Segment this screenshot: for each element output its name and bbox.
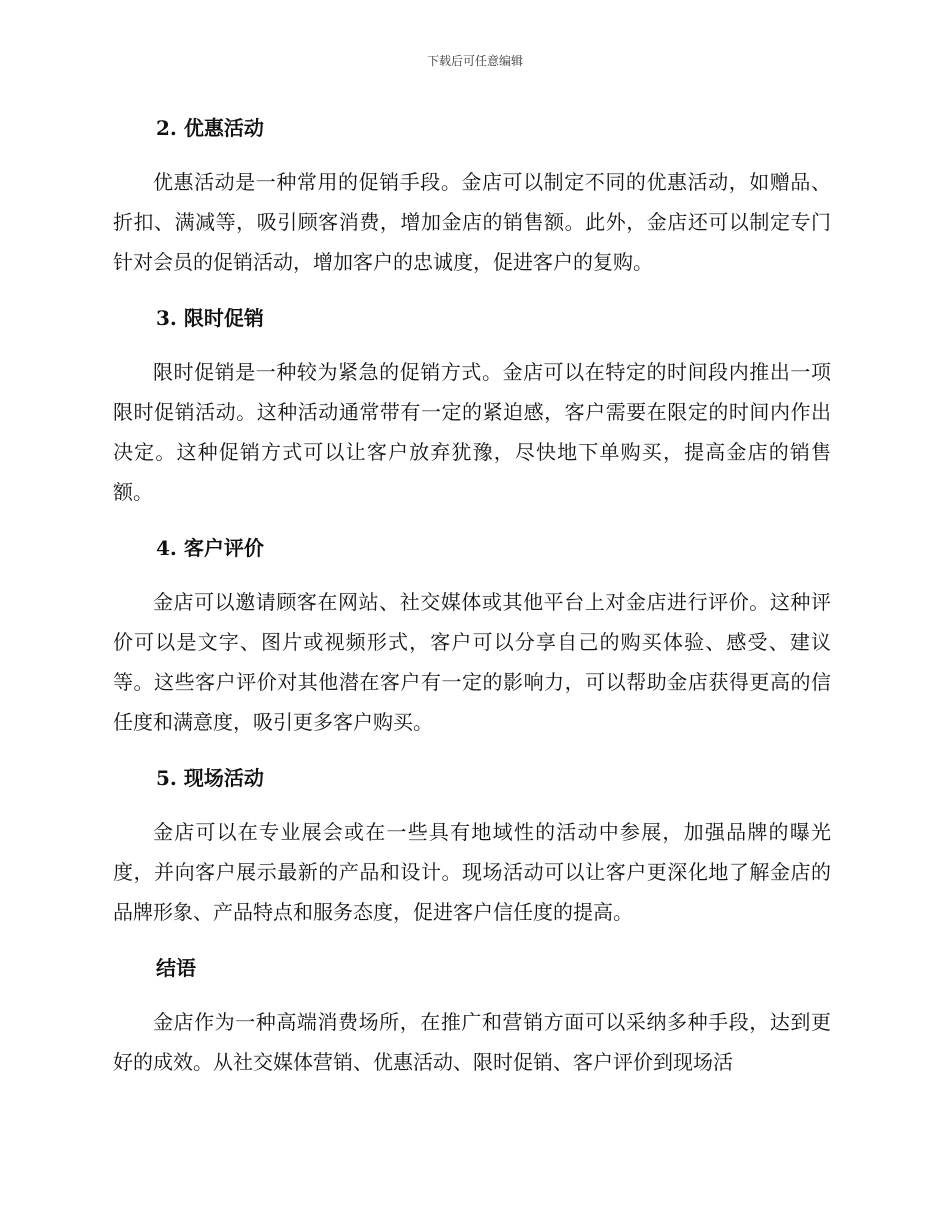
section-paragraph-conclusion: 金店作为一种高端消费场所，在推广和营销方面可以采纳多种手段，达到更好的成效。从社交媒体营销、优惠活动、限时促销、客户评价到现场活: [113, 1010, 831, 1074]
section-title-customer-reviews: 4. 客户评价: [156, 536, 264, 560]
section-paragraph-limited-time: 限时促销是一种较为紧急的促销方式。金店可以在特定的时间段内推出一项限时促销活动。这种活动通常带有一定的紧迫感，客户需要在限定的时间内作出决定。这种促销方式可以让客户放弃犹豫，尽快地下单购买，提高金店的销售额。: [113, 360, 831, 504]
section-title-conclusion: 结语: [156, 956, 196, 980]
document-body: [113, 108, 831, 1082]
section-title-onsite-events: 5. 现场活动: [156, 766, 264, 790]
section-paragraph-onsite-events: 金店可以在专业展会或在一些具有地域性的活动中参展，加强品牌的曝光度，并向客户展示最新的产品和设计。现场活动可以让客户更深化地了解金店的品牌形象、产品特点和服务态度，促进客户信任度的提高。: [113, 820, 831, 924]
section-title-limited-time: 3. 限时促销: [156, 306, 264, 330]
section-paragraph-customer-reviews: 金店可以邀请顾客在网站、社交媒体或其他平台上对金店进行评价。这种评价可以是文字、图片或视频形式，客户可以分享自己的购买体验、感受、建议等。这些客户评价对其他潜在客户有一定的影响力，可以帮助金店获得更高的信任度和满意度，吸引更多客户购买。: [113, 590, 831, 734]
section-paragraph-discount: 优惠活动是一种常用的促销手段。金店可以制定不同的优惠活动，如赠品、折扣、满减等，吸引顾客消费，增加金店的销售额。此外，金店还可以制定专门针对会员的促销活动，增加客户的忠诚度，促进客户的复购。: [113, 170, 831, 274]
page-header: 下载后可任意编辑: [426, 54, 523, 68]
section-title-discount: 2. 优惠活动: [156, 116, 264, 140]
